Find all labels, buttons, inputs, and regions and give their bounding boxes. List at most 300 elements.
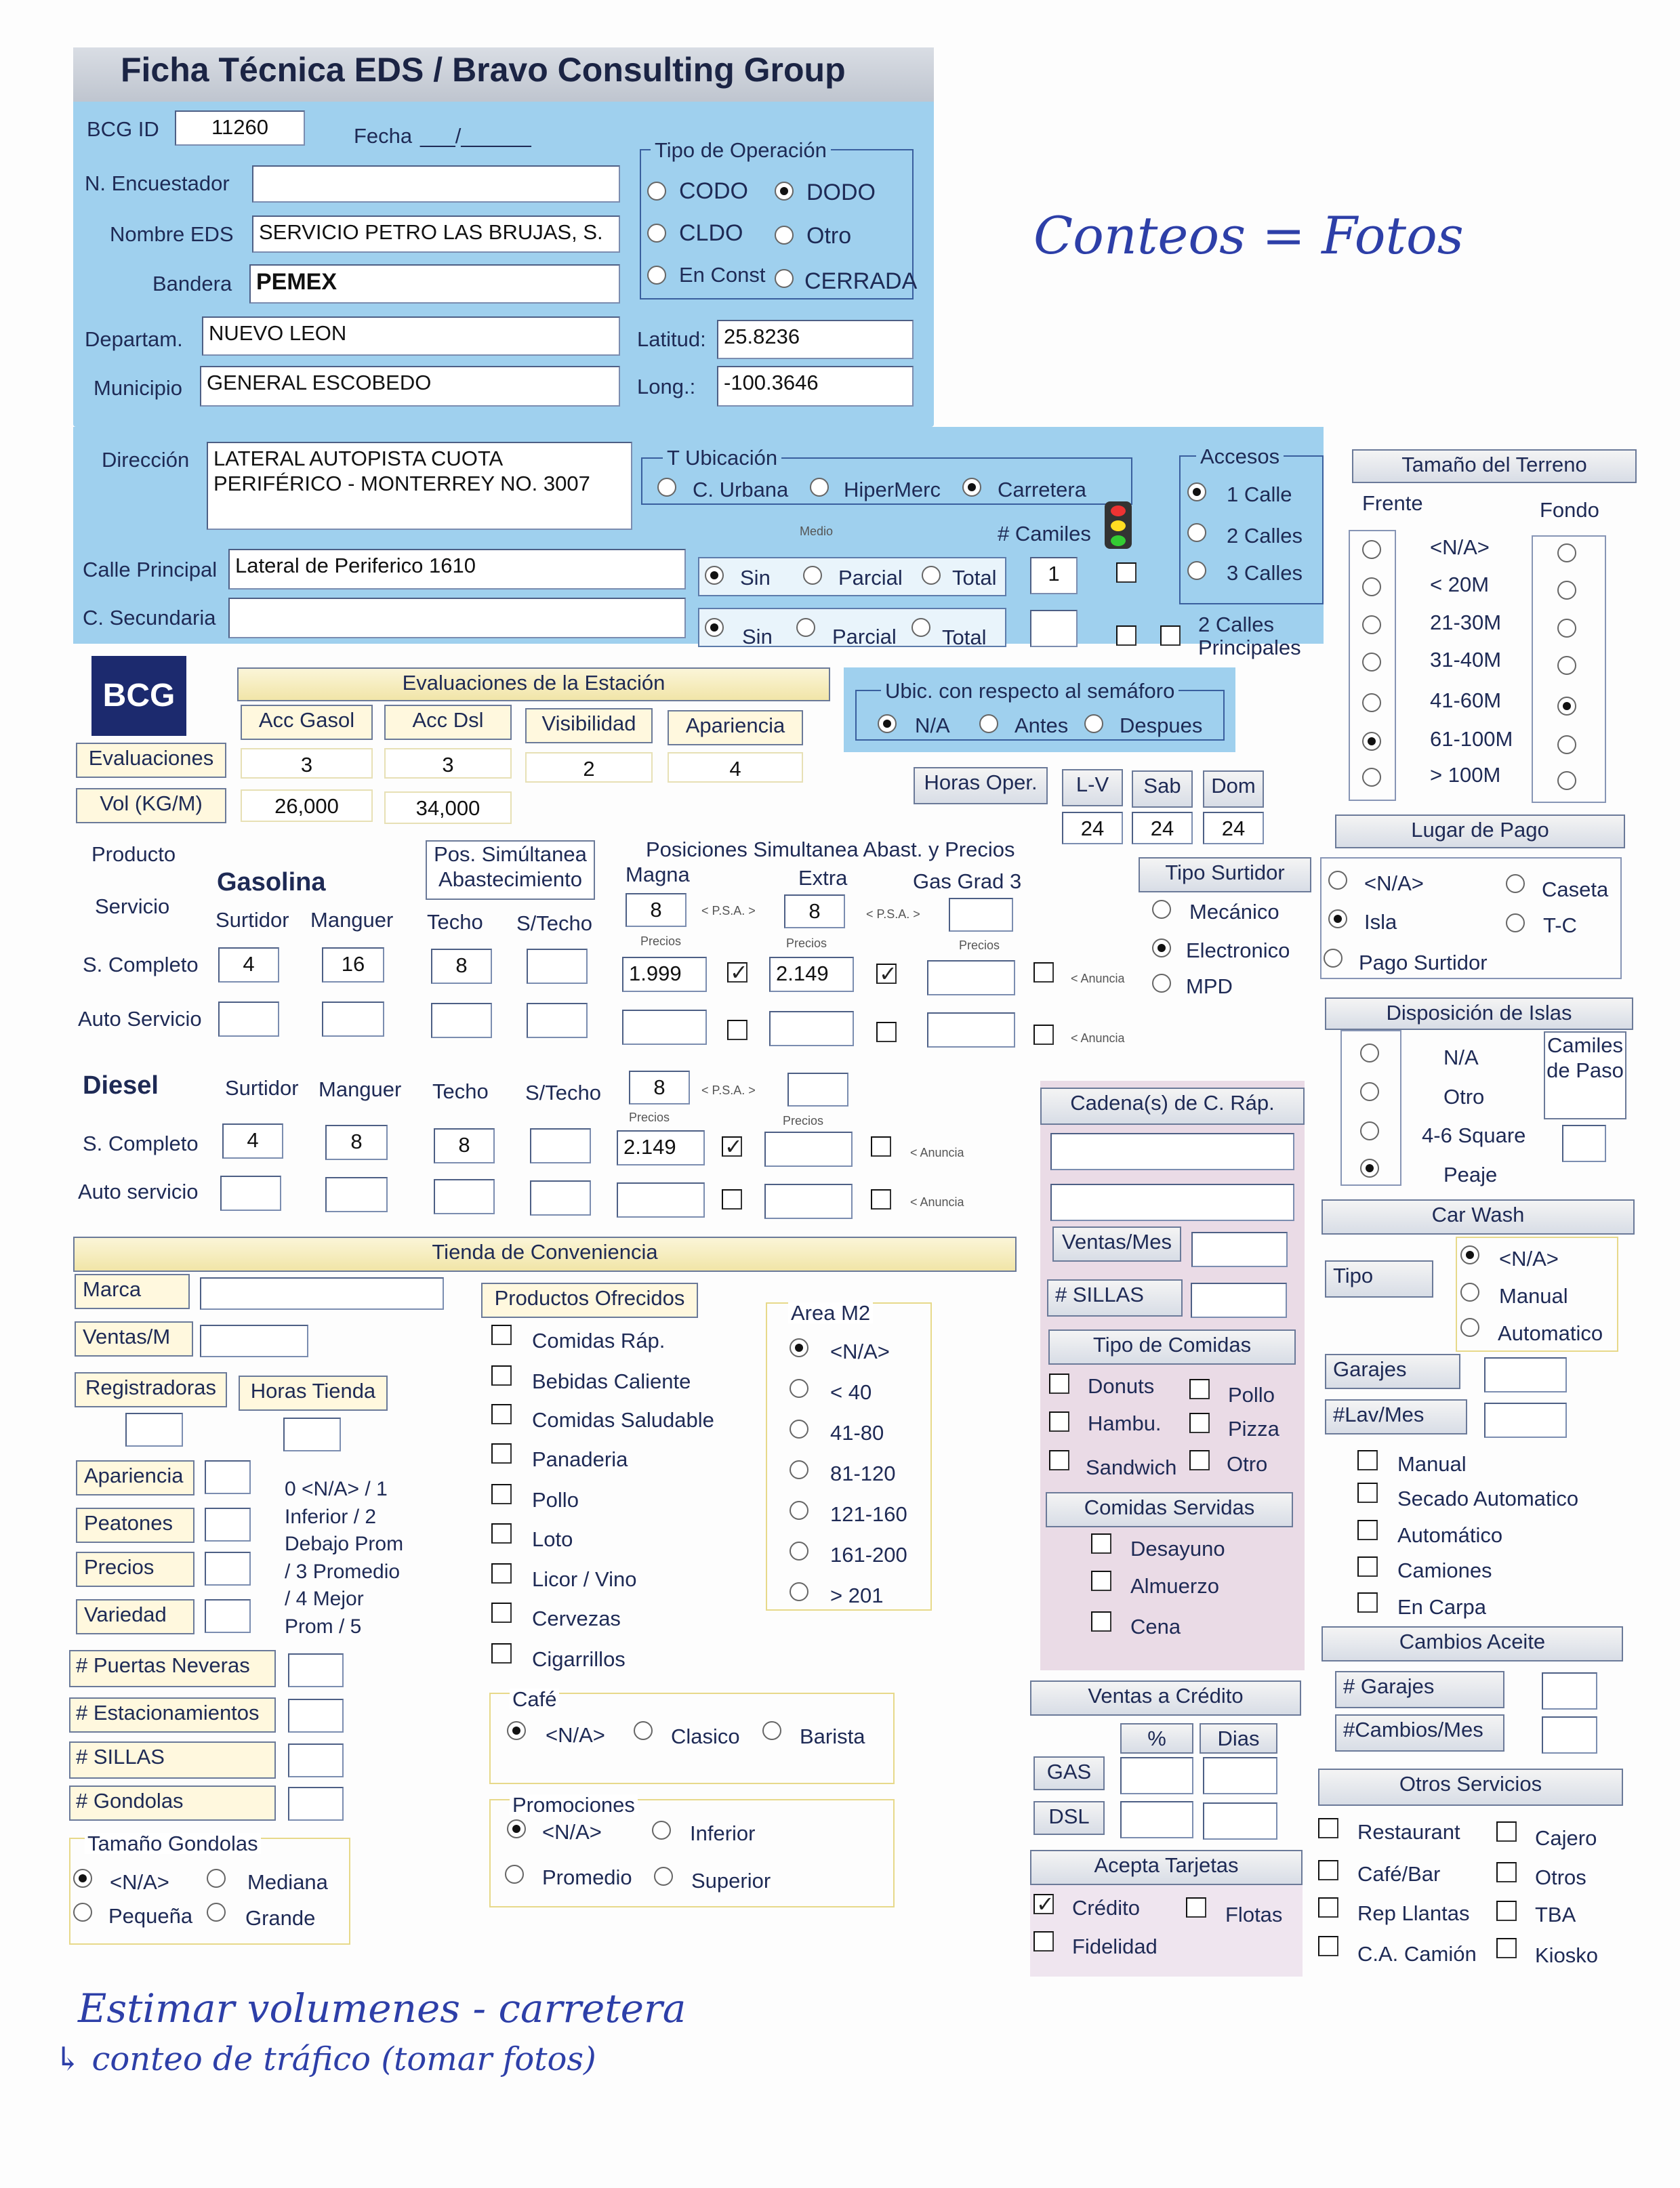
parcial1-label: Parcial <box>838 566 903 590</box>
sem-na-label: N/A <box>915 714 950 737</box>
1calle-label: 1 Calle <box>1227 482 1292 506</box>
3calles-radio[interactable] <box>1187 561 1206 580</box>
fecha-value[interactable]: ___/______ <box>420 124 531 148</box>
credito-check-label: Crédito <box>1072 1896 1140 1920</box>
credito-gas-dias[interactable] <box>1203 1757 1277 1794</box>
cadena-field-2[interactable] <box>1050 1184 1294 1221</box>
d-as2-price-field[interactable] <box>764 1184 853 1219</box>
g-surt-field[interactable]: 4 <box>218 947 279 983</box>
extra-anuncia-check[interactable] <box>876 964 897 984</box>
registradoras-label: Registradoras <box>75 1372 227 1407</box>
gasgrad-anuncia-check[interactable] <box>1033 962 1054 983</box>
credito-check[interactable] <box>1033 1894 1054 1914</box>
area-radio-3[interactable] <box>790 1460 808 1479</box>
pago-surt-label: Pago Surtidor <box>1359 951 1488 974</box>
horas-tienda-field[interactable] <box>283 1418 341 1451</box>
extra-price-field[interactable]: 2.149 <box>769 957 854 992</box>
gasgrad-header: Gas Grad 3 <box>913 869 1022 893</box>
producto-check-6[interactable] <box>491 1563 512 1584</box>
g-techo-field[interactable]: 8 <box>431 949 492 984</box>
frente-radio-0[interactable] <box>1362 540 1381 559</box>
diesel-label: Diesel <box>83 1071 159 1100</box>
vol-dsl[interactable]: 34,000 <box>384 791 512 824</box>
d-scompleto-label: S. Completo <box>83 1132 199 1155</box>
clasico-label: Clasico <box>671 1725 740 1748</box>
puertas-field[interactable] <box>288 1653 344 1687</box>
credito-dsl-dias[interactable] <box>1203 1802 1277 1840</box>
cw-camiones-check[interactable] <box>1357 1556 1378 1577</box>
sab-header: Sab <box>1132 770 1193 808</box>
3calles-label: 3 Calles <box>1227 561 1303 585</box>
d-as-mang-field[interactable] <box>325 1177 388 1212</box>
flotas-label: Flotas <box>1225 1903 1283 1926</box>
gond-na-label: <N/A> <box>110 1870 169 1894</box>
islas-camiles-header: Camiles de Paso <box>1544 1031 1626 1119</box>
magna-psa-field[interactable]: 8 <box>626 893 687 927</box>
extra-as-check[interactable] <box>876 1022 897 1042</box>
almuerzo-check[interactable] <box>1091 1571 1111 1591</box>
latitud-field[interactable]: 25.8236 <box>717 320 914 359</box>
terreno-title: Tamaño del Terreno <box>1352 449 1637 483</box>
producto-check-5[interactable] <box>491 1523 512 1544</box>
cw-lavmes-label: #Lav/Mes <box>1325 1399 1467 1434</box>
fondo-radio-3[interactable] <box>1557 656 1576 675</box>
producto-label-2: Comidas Saludable <box>532 1408 714 1432</box>
principales-label: 2 Calles Principales <box>1198 613 1301 660</box>
calle-field[interactable]: Lateral de Periferico 1610 <box>228 549 686 590</box>
d-surtidor-header: Surtidor <box>225 1076 299 1100</box>
urbana-radio[interactable] <box>657 478 676 497</box>
d-mang-field[interactable]: 8 <box>325 1125 388 1160</box>
dom-field[interactable]: 24 <box>1203 812 1264 844</box>
cerrada-radio[interactable] <box>775 269 794 288</box>
producto-label-4: Pollo <box>532 1488 579 1512</box>
secundaria-field[interactable] <box>228 598 686 638</box>
frente-radio-4[interactable] <box>1362 693 1381 712</box>
fecha-label: Fecha <box>354 124 413 148</box>
1calle-radio[interactable] <box>1187 482 1206 501</box>
producto-label-3: Panaderia <box>532 1447 628 1471</box>
parcial2-label: Parcial <box>832 625 897 648</box>
carretera-radio[interactable] <box>962 478 981 497</box>
fondo-radio-4[interactable] <box>1557 697 1576 716</box>
barista-radio[interactable] <box>762 1721 781 1740</box>
cw-manual-check[interactable] <box>1357 1450 1378 1470</box>
anuncia-label-3: < Anuncia <box>910 1146 964 1159</box>
cadena-sillas-field[interactable] <box>1191 1283 1287 1318</box>
tc-radio[interactable] <box>1506 913 1525 932</box>
cafebar-check[interactable] <box>1318 1860 1338 1880</box>
bandera-field[interactable]: PEMEX <box>249 264 620 304</box>
page-title: Ficha Técnica EDS / Bravo Consulting Group <box>121 51 846 89</box>
camiles-check[interactable] <box>1116 562 1136 583</box>
frente-radio-6[interactable] <box>1362 768 1381 787</box>
total2-radio[interactable] <box>911 618 930 637</box>
techo-header: Techo <box>427 910 483 934</box>
apariencia-header: Apariencia <box>668 710 803 745</box>
registradoras-field[interactable] <box>125 1413 183 1447</box>
gasolina-label: Gasolina <box>217 868 326 896</box>
stecho-header: S/Techo <box>516 911 593 935</box>
cerrada-label: CERRADA <box>804 268 918 294</box>
total1-label: Total <box>952 566 997 590</box>
parcial1-radio[interactable] <box>803 566 822 585</box>
area-radio-6[interactable] <box>790 1582 808 1601</box>
d-as-check[interactable] <box>722 1189 742 1210</box>
precios-label-1: Precios <box>640 934 682 948</box>
escala-line-5: Prom / 5 <box>285 1615 362 1638</box>
fondo-radio-0[interactable] <box>1557 543 1576 562</box>
camiles-num-field[interactable]: 1 <box>1030 557 1078 594</box>
cw-secado-check[interactable] <box>1357 1483 1378 1503</box>
cw-manual-radio[interactable] <box>1460 1283 1479 1302</box>
bcg-logo <box>91 656 186 736</box>
cw-garajes-field[interactable] <box>1484 1357 1567 1392</box>
area-radio-1[interactable] <box>790 1379 808 1398</box>
promedio-radio[interactable] <box>505 1865 524 1884</box>
2calles-radio[interactable] <box>1187 523 1206 542</box>
credito-gas-label: GAS <box>1033 1756 1105 1790</box>
credito-dsl-label: DSL <box>1033 1801 1105 1835</box>
eval-v3[interactable]: 2 <box>525 752 653 783</box>
escala-line-0: 0 <N/A> / 1 <box>285 1478 388 1500</box>
area-radio-0[interactable] <box>790 1338 808 1357</box>
barista-label: Barista <box>800 1725 865 1748</box>
caseta-radio[interactable] <box>1506 874 1525 893</box>
frente-radio-5[interactable] <box>1362 732 1381 751</box>
d-surt-field[interactable]: 4 <box>222 1123 283 1159</box>
total1-radio[interactable] <box>922 566 941 585</box>
fondo-radio-1[interactable] <box>1557 581 1576 600</box>
gond-grande-radio[interactable] <box>207 1903 226 1922</box>
g-as-surt-field[interactable] <box>218 1002 279 1037</box>
area-title: Area M2 <box>788 1302 873 1323</box>
area-radio-4[interactable] <box>790 1501 808 1520</box>
pizza-check[interactable] <box>1189 1413 1210 1433</box>
frente-radio-1[interactable] <box>1362 577 1381 596</box>
tc-label: T-C <box>1543 913 1577 937</box>
frente-radio-2[interactable] <box>1362 615 1381 634</box>
flotas-check[interactable] <box>1186 1897 1206 1918</box>
diesel-anuncia-check[interactable] <box>722 1136 742 1157</box>
extra-as-price-field[interactable] <box>769 1011 854 1046</box>
gasgrad-psa-field[interactable] <box>949 898 1013 932</box>
bandera-label: Bandera <box>152 272 232 295</box>
magna-as-check[interactable] <box>727 1020 747 1040</box>
magna-price-field[interactable]: 1.999 <box>622 957 707 992</box>
ventas-tienda-field[interactable] <box>200 1325 308 1357</box>
d-as-stecho-field[interactable] <box>530 1180 591 1216</box>
llantas-check[interactable] <box>1318 1897 1338 1918</box>
g-mang-field[interactable]: 16 <box>322 947 384 983</box>
hambu-check[interactable] <box>1049 1411 1069 1432</box>
diesel2-price-field[interactable] <box>764 1132 853 1167</box>
otro-comida-label: Otro <box>1227 1452 1268 1476</box>
gondolas-field[interactable] <box>288 1787 344 1821</box>
d-as-price-field[interactable] <box>617 1182 705 1218</box>
electronico-label: Electronico <box>1186 938 1290 962</box>
area-option-4: 121-160 <box>830 1502 907 1526</box>
sillas-tienda-field[interactable] <box>288 1743 344 1777</box>
otros-check[interactable] <box>1496 1862 1517 1882</box>
cldo-label: CLDO <box>679 220 743 246</box>
cafe-na-radio[interactable] <box>507 1721 526 1740</box>
credito-pct-header: % <box>1120 1723 1193 1754</box>
frente-radio-3[interactable] <box>1362 653 1381 672</box>
cajero-check[interactable] <box>1496 1821 1517 1842</box>
camiles-num2-field[interactable] <box>1030 610 1078 647</box>
codo-label: CODO <box>679 178 748 204</box>
d-stecho-field[interactable] <box>530 1128 591 1163</box>
cafe-label: Café <box>510 1689 559 1710</box>
tarjetas-title: Acepta Tarjetas <box>1030 1850 1303 1885</box>
kiosko-check[interactable] <box>1496 1938 1517 1958</box>
municipio-field[interactable]: GENERAL ESCOBEDO <box>200 366 620 407</box>
tarjetas-panel <box>1030 1885 1303 1977</box>
visibilidad-header: Visibilidad <box>525 708 653 743</box>
promo-na-radio[interactable] <box>507 1819 526 1838</box>
anuncia-label-4: < Anuncia <box>910 1195 964 1209</box>
eval-v2[interactable]: 3 <box>384 748 512 779</box>
g-as-techo-field[interactable] <box>431 1003 492 1038</box>
superior-label: Superior <box>691 1869 771 1893</box>
almuerzo-label: Almuerzo <box>1130 1574 1219 1598</box>
fidelidad-label: Fidelidad <box>1072 1935 1157 1958</box>
precios-tienda-field[interactable] <box>205 1552 251 1586</box>
d-as2-check[interactable] <box>871 1189 891 1210</box>
anuncia-label-1: < Anuncia <box>1071 972 1125 985</box>
accesos-title: Accesos <box>1196 446 1284 467</box>
depto-field[interactable]: NUEVO LEON <box>202 316 620 356</box>
otro-comida-check[interactable] <box>1189 1450 1210 1470</box>
llantas-label: Rep Llantas <box>1357 1901 1470 1925</box>
cldo-radio[interactable] <box>647 224 666 243</box>
g-as-stecho-field[interactable] <box>527 1003 588 1038</box>
gasgrad-price-field[interactable] <box>927 960 1015 995</box>
d-techo-field[interactable]: 8 <box>434 1128 495 1163</box>
dodo-radio[interactable] <box>775 182 794 201</box>
escala-line-3: / 3 Promedio <box>285 1560 401 1583</box>
extra-psa-field[interactable]: 8 <box>784 894 845 928</box>
cw-automatico-label: Automático <box>1397 1523 1503 1547</box>
clasico-radio[interactable] <box>634 1721 653 1740</box>
carretera-label: Carretera <box>998 478 1086 501</box>
producto-check-3[interactable] <box>491 1443 512 1464</box>
islas-camiles-field[interactable] <box>1562 1125 1606 1162</box>
tienda-title: Tienda de Conveniencia <box>73 1237 1017 1272</box>
mecanico-radio[interactable] <box>1152 900 1171 919</box>
sem-na-radio[interactable] <box>878 714 897 733</box>
sandwich-label: Sandwich <box>1086 1456 1177 1479</box>
islas-na-radio[interactable] <box>1360 1044 1379 1062</box>
sin2-radio[interactable] <box>705 618 724 637</box>
gasgrad-as-price-field[interactable] <box>927 1012 1015 1048</box>
cadena-title: Cadena(s) de C. Ráp. <box>1040 1088 1305 1125</box>
donuts-label: Donuts <box>1088 1374 1155 1398</box>
producto-check-1[interactable] <box>491 1365 512 1386</box>
producto-check-7[interactable] <box>491 1603 512 1623</box>
tba-check[interactable] <box>1496 1901 1517 1921</box>
gondolas-label: # Gondolas <box>69 1786 276 1821</box>
d-psa-field[interactable]: 8 <box>629 1071 690 1105</box>
g-as-mang-field[interactable] <box>322 1002 384 1037</box>
codo-radio[interactable] <box>647 182 666 201</box>
estacionamientos-field[interactable] <box>288 1699 344 1733</box>
sem-despues-radio[interactable] <box>1084 714 1103 733</box>
longitud-field[interactable]: -100.3646 <box>717 366 914 407</box>
gond-pequena-radio[interactable] <box>73 1903 92 1922</box>
fondo-radio-6[interactable] <box>1557 771 1576 790</box>
cadena-sillas-label: # SILLAS <box>1047 1279 1183 1317</box>
cw-na-radio[interactable] <box>1460 1245 1479 1264</box>
gond-mediana-label: Mediana <box>247 1870 328 1894</box>
apariencia-tienda-field[interactable] <box>205 1460 251 1494</box>
superior-radio[interactable] <box>654 1867 673 1886</box>
cw-automatico-check[interactable] <box>1357 1520 1378 1540</box>
diesel2-anuncia-check[interactable] <box>871 1136 891 1157</box>
variedad-field[interactable] <box>205 1599 251 1633</box>
escala-line-4: / 4 Mejor <box>285 1588 364 1610</box>
note-estimar: Estimar volumenes - carretera <box>78 1985 687 2031</box>
direccion-label: Dirección <box>102 448 190 472</box>
precios-tienda-label: Precios <box>76 1552 194 1587</box>
area-radio-2[interactable] <box>790 1420 808 1439</box>
d-manguer-header: Manguer <box>319 1077 402 1101</box>
servicio-label: Servicio <box>95 894 170 918</box>
inferior-radio[interactable] <box>652 1821 671 1840</box>
nombre-field[interactable]: SERVICIO PETRO LAS BRUJAS, S. <box>252 215 620 253</box>
fondo-radio-2[interactable] <box>1557 619 1576 638</box>
sem-antes-radio[interactable] <box>979 714 998 733</box>
principales-check-b[interactable] <box>1160 625 1181 646</box>
producto-check-2[interactable] <box>491 1404 512 1424</box>
restaurant-check[interactable] <box>1318 1818 1338 1838</box>
gasgrad-as-check[interactable] <box>1033 1025 1054 1045</box>
semaforo-title: Ubic. con respecto al semáforo <box>881 680 1179 701</box>
aceite-garajes-field[interactable] <box>1542 1672 1597 1710</box>
cadena-ventas-field[interactable] <box>1191 1232 1288 1267</box>
cw-encarpa-label: En Carpa <box>1397 1595 1486 1619</box>
mecanico-label: Mecánico <box>1189 900 1279 924</box>
g-stecho-field[interactable] <box>527 949 588 984</box>
sin2-label: Sin <box>742 625 773 648</box>
calle-label: Calle Principal <box>83 558 218 581</box>
note-conteos: Conteos = Fotos <box>1033 205 1464 266</box>
square-label: 4-6 Square <box>1422 1123 1526 1147</box>
cw-encarpa-check[interactable] <box>1357 1592 1378 1613</box>
fondo-radio-5[interactable] <box>1557 735 1576 754</box>
cw-lavmes-field[interactable] <box>1484 1403 1567 1438</box>
acc-dsl-header: Acc Dsl <box>384 705 512 740</box>
credito-title: Ventas a Crédito <box>1030 1680 1301 1716</box>
eval-v4[interactable]: 4 <box>668 752 803 783</box>
frente-label: Frente <box>1362 491 1423 515</box>
enconst-label: En Const <box>679 263 766 287</box>
cw-secado-label: Secado Automatico <box>1397 1487 1579 1510</box>
cadena-field-1[interactable] <box>1050 1133 1294 1170</box>
principales-check-a[interactable] <box>1116 625 1136 646</box>
sin1-radio[interactable] <box>705 566 724 585</box>
sab-field[interactable]: 24 <box>1132 812 1193 844</box>
parcial2-radio[interactable] <box>796 618 815 637</box>
square-radio[interactable] <box>1360 1121 1379 1140</box>
d-as-surt-field[interactable] <box>220 1176 281 1211</box>
sandwich-check[interactable] <box>1049 1450 1069 1470</box>
bcg-logo-text: BCG <box>102 678 176 714</box>
escala-line-1: Inferior / 2 <box>285 1505 377 1528</box>
enconst-radio[interactable] <box>647 266 666 285</box>
bcg-id-field[interactable]: 11260 <box>175 110 305 146</box>
gond-mediana-radio[interactable] <box>207 1869 226 1888</box>
cena-check[interactable] <box>1091 1611 1111 1632</box>
surtidor-header: Surtidor <box>216 908 289 932</box>
vol-gasol[interactable]: 26,000 <box>241 789 373 822</box>
estacionamientos-label: # Estacionamientos <box>69 1697 276 1733</box>
cw-garajes-label: Garajes <box>1325 1354 1460 1389</box>
camion-check[interactable] <box>1318 1936 1338 1956</box>
puertas-label: # Puertas Neveras <box>69 1650 276 1687</box>
desayuno-check[interactable] <box>1091 1533 1111 1554</box>
area-radio-5[interactable] <box>790 1542 808 1561</box>
aceite-cambios-field[interactable] <box>1542 1716 1597 1754</box>
producto-check-0[interactable] <box>491 1325 512 1345</box>
magna-anuncia-check[interactable] <box>727 962 747 983</box>
urbana-label: C. Urbana <box>693 478 789 501</box>
cw-manual-check-label: Manual <box>1397 1452 1467 1476</box>
autoservicio-label: Auto Servicio <box>78 1007 202 1031</box>
otro-op-radio[interactable] <box>775 226 794 245</box>
pago-surt-radio[interactable] <box>1324 949 1343 968</box>
fidelidad-check[interactable] <box>1033 1931 1054 1952</box>
pago-na-radio[interactable] <box>1328 871 1347 890</box>
otros-title: Otros Servicios <box>1318 1769 1623 1806</box>
encuestador-field[interactable] <box>252 165 620 203</box>
eval-title: Evaluaciones de la Estación <box>237 667 830 701</box>
producto-check-4[interactable] <box>491 1484 512 1504</box>
cw-auto-radio[interactable] <box>1460 1318 1479 1337</box>
terreno-option-3: 31-40M <box>1430 648 1502 672</box>
cena-label: Cena <box>1130 1615 1181 1638</box>
pollo-cadena-check[interactable] <box>1189 1379 1210 1399</box>
d-psa2-field[interactable] <box>787 1073 848 1107</box>
donuts-check[interactable] <box>1049 1374 1069 1394</box>
direccion-field[interactable] <box>207 442 632 530</box>
d-as-techo-field[interactable] <box>434 1179 495 1214</box>
escala-line-2: Debajo Prom <box>285 1533 404 1555</box>
mpd-radio[interactable] <box>1152 974 1171 993</box>
cajero-label: Cajero <box>1535 1826 1597 1850</box>
producto-check-8[interactable] <box>491 1643 512 1664</box>
peaje-radio[interactable] <box>1360 1159 1379 1178</box>
eval-v1[interactable]: 3 <box>241 748 373 779</box>
depto-label: Departam. <box>85 327 183 351</box>
gond-na-radio[interactable] <box>73 1869 92 1888</box>
magna-as-price-field[interactable] <box>622 1010 707 1045</box>
marca-field[interactable] <box>200 1277 444 1310</box>
credito-dias-header: Dias <box>1200 1723 1277 1754</box>
isla-radio[interactable] <box>1328 909 1347 928</box>
credito-gas-pct[interactable] <box>1120 1757 1193 1794</box>
acc-gasol-header: Acc Gasol <box>241 705 373 740</box>
credito-dsl-pct[interactable] <box>1120 1801 1193 1838</box>
hipermerc-radio[interactable] <box>810 478 829 497</box>
peatones-field[interactable] <box>205 1508 251 1542</box>
otros-label: Otros <box>1535 1865 1586 1889</box>
lv-field[interactable]: 24 <box>1062 812 1123 844</box>
diesel-price-field[interactable]: 2.149 <box>617 1130 705 1165</box>
electronico-radio[interactable] <box>1152 938 1171 957</box>
islas-otro-radio[interactable] <box>1360 1082 1379 1101</box>
